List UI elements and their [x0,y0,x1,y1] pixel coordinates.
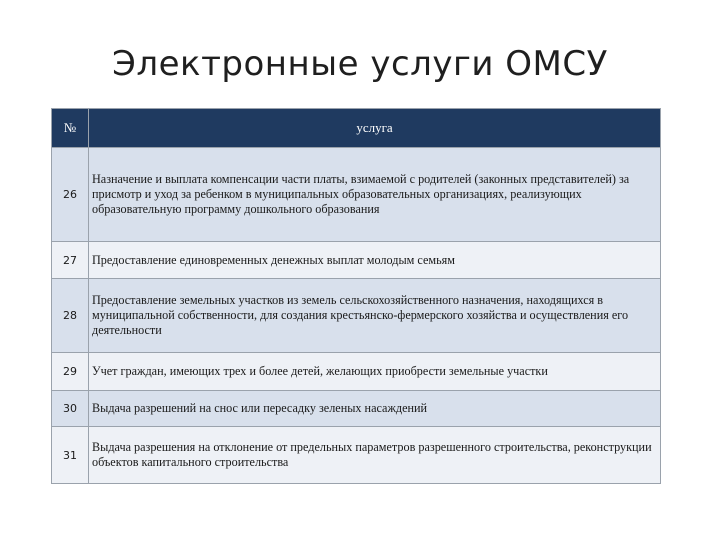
row-service: Предоставление земельных участков из земель сельскохозяйственного назначения, находящихся в муниципальной собственности, для создания крестьянско-фермерского хозяйства и осуществления его деятельности [89,279,661,353]
row-service: Назначение и выплата компенсации части платы, взимаемой с родителей (законных представителей) за присмотр и уход за ребенком в муниципальных образовательных организациях, реализующих образовательную программу дошкольного образования [89,148,661,242]
row-number: 28 [52,279,89,353]
row-number: 27 [52,242,89,279]
header-number: № [52,109,89,148]
table-row [52,148,661,242]
row-number: 30 [52,391,89,427]
row-number: 31 [52,427,89,484]
row-number: 29 [52,353,89,391]
table-row [52,279,661,353]
table-row [52,242,661,279]
services-table [51,108,661,484]
row-service: Выдача разрешения на отклонение от предельных параметров разрешенного строительства, реконструкции объектов капитального строительства [89,427,661,484]
row-service: Предоставление единовременных денежных выплат молодым семьям [89,242,661,279]
table-row [52,391,661,427]
table-row [52,353,661,391]
table-header-row [52,109,661,148]
row-number: 26 [52,148,89,242]
table-row [52,427,661,484]
row-service: Выдача разрешений на снос или пересадку зеленых насаждений [89,391,661,427]
header-service: услуга [89,109,661,148]
row-service: Учет граждан, имеющих трех и более детей, желающих приобрести земельные участки [89,353,661,391]
page-title: Электронные услуги ОМСУ [112,44,608,84]
